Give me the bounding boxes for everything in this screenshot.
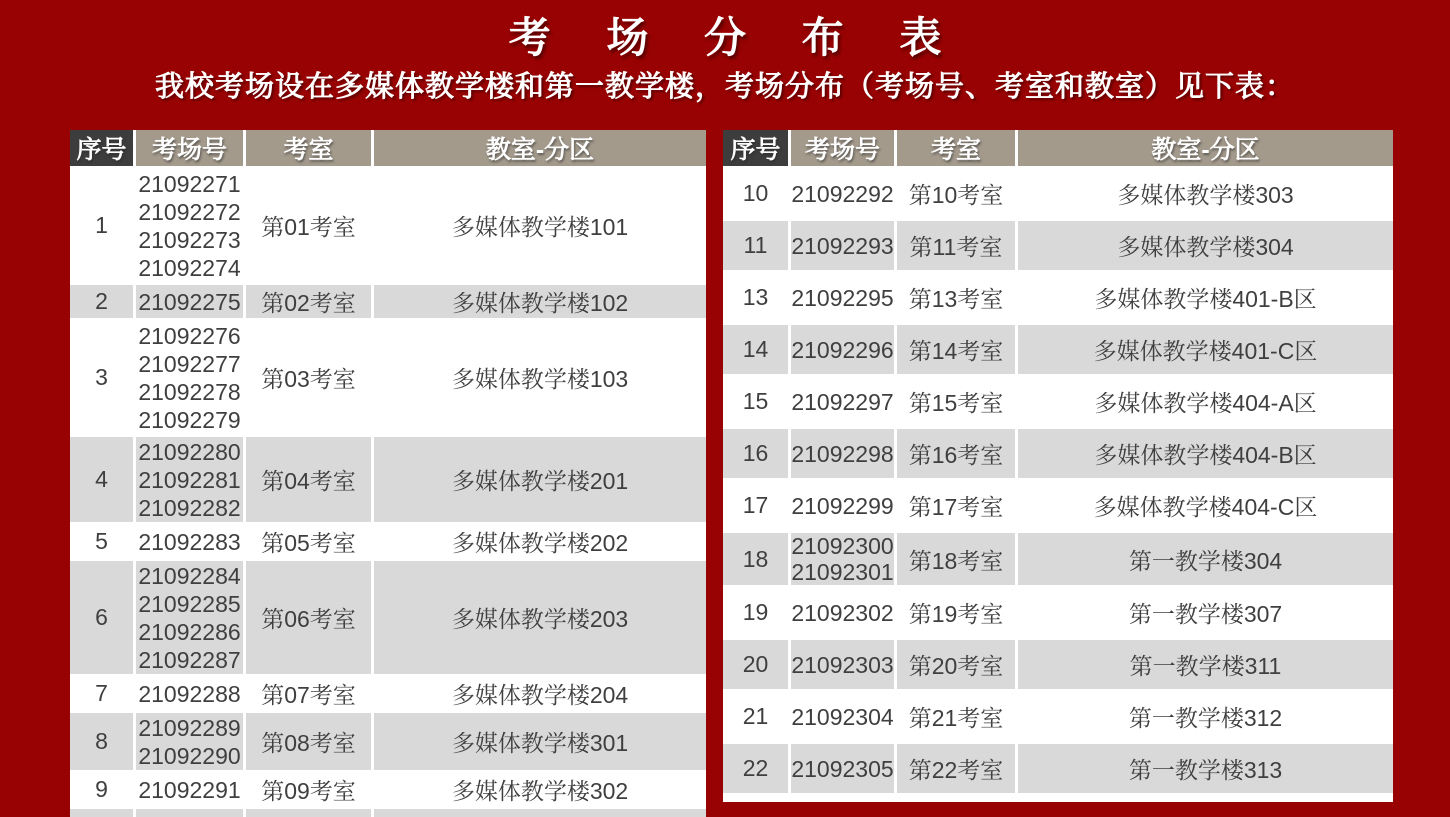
seq-cell: 15 [723,377,791,429]
left-exam-table [70,130,706,817]
room-cell: 第15考室 [897,377,1018,429]
partial-cell [897,796,1018,802]
exam-number: 21092297 [791,388,894,415]
partial-cell [374,809,706,817]
classroom-cell: 多媒体教学楼204 [374,677,706,713]
classroom-cell: 多媒体教学楼404-A区 [1018,377,1393,429]
exam-number-cell [136,285,246,321]
exam-number: 21092280 [138,438,241,465]
exam-number-cell [136,169,246,285]
table-row [723,588,1393,640]
exam-number-cell [791,744,897,796]
seq-cell: 20 [723,640,791,692]
seq-cell: 13 [723,273,791,325]
table-row [70,525,706,561]
seq-cell: 21 [723,692,791,744]
exam-number: 21092286 [138,618,241,645]
table-row [723,377,1393,429]
exam-number-cell [791,169,897,221]
classroom-cell: 多媒体教学楼401-B区 [1018,273,1393,325]
exam-number-cell [136,321,246,437]
seq-cell: 9 [70,773,136,809]
seq-cell: 17 [723,481,791,533]
column-header: 序号 [70,130,136,169]
exam-number: 21092285 [138,590,241,617]
seq-cell: 7 [70,677,136,713]
table-row [70,437,706,525]
room-cell: 第16考室 [897,429,1018,481]
header-row [70,130,706,169]
exam-number-cell [791,533,897,588]
partial-cell [70,809,136,817]
exam-number-cell [791,640,897,692]
room-cell: 第19考室 [897,588,1018,640]
table-row [70,677,706,713]
exam-number: 21092304 [791,703,894,730]
classroom-cell: 多媒体教学楼404-C区 [1018,481,1393,533]
table-row [723,533,1393,588]
exam-number: 21092300 [791,533,894,559]
exam-number: 21092295 [791,284,894,311]
exam-number: 21092278 [138,378,241,405]
exam-number-cell [791,692,897,744]
exam-number: 21092276 [138,322,241,349]
partial-row [723,796,1393,802]
room-cell: 第20考室 [897,640,1018,692]
column-header: 考场号 [136,130,246,169]
room-cell: 第06考室 [246,561,374,677]
exam-number-cell [136,713,246,773]
column-header: 考场号 [791,130,897,169]
classroom-cell: 多媒体教学楼301 [374,713,706,773]
exam-number: 21092284 [138,562,241,589]
table-row [70,773,706,809]
classroom-cell: 多媒体教学楼102 [374,285,706,321]
seq-cell: 1 [70,169,136,285]
exam-number-cell [791,588,897,640]
seq-cell: 14 [723,325,791,377]
seq-cell: 11 [723,221,791,273]
exam-number: 21092282 [138,494,241,521]
exam-number: 21092290 [138,742,241,769]
classroom-cell: 多媒体教学楼302 [374,773,706,809]
exam-number-cell [791,273,897,325]
seq-cell: 4 [70,437,136,525]
room-cell: 第02考室 [246,285,374,321]
classroom-cell: 第一教学楼313 [1018,744,1393,796]
page-header [0,0,1450,106]
classroom-cell: 第一教学楼312 [1018,692,1393,744]
column-header: 教室-分区 [1018,130,1393,169]
exam-number: 21092277 [138,350,241,377]
exam-number: 21092293 [791,232,894,259]
table-row [70,321,706,437]
classroom-cell: 多媒体教学楼101 [374,169,706,285]
exam-number-cell [791,325,897,377]
table-row [723,640,1393,692]
exam-number-cell [791,377,897,429]
room-cell: 第22考室 [897,744,1018,796]
room-cell: 第11考室 [897,221,1018,273]
partial-cell [1018,796,1393,802]
room-cell: 第18考室 [897,533,1018,588]
right-exam-table [723,130,1393,802]
classroom-cell: 多媒体教学楼202 [374,525,706,561]
classroom-cell: 多媒体教学楼103 [374,321,706,437]
table-row [723,429,1393,481]
exam-table [723,130,1393,802]
exam-number: 21092271 [138,170,241,197]
room-cell: 第07考室 [246,677,374,713]
exam-number: 21092274 [138,254,241,281]
exam-number-cell [136,525,246,561]
page-subtitle: 我校考场设在多媒体教学楼和第一教学楼，考场分布（考场号、考室和教室）见下表： [154,71,1295,103]
column-header: 考室 [897,130,1018,169]
classroom-cell: 第一教学楼304 [1018,533,1393,588]
seq-cell: 10 [723,169,791,221]
table-row [723,273,1393,325]
exam-number-cell [791,481,897,533]
table-row [723,325,1393,377]
table-row [723,169,1393,221]
partial-cell [136,809,246,817]
table-row [723,692,1393,744]
room-cell: 第14考室 [897,325,1018,377]
seq-cell: 5 [70,525,136,561]
table-row [70,713,706,773]
room-cell: 第01考室 [246,169,374,285]
seq-cell: 8 [70,713,136,773]
header-row [723,130,1393,169]
exam-number: 21092305 [791,755,894,782]
exam-number: 21092281 [138,466,241,493]
classroom-cell: 多媒体教学楼303 [1018,169,1393,221]
exam-number: 21092301 [791,559,894,585]
partial-cell [791,796,897,802]
classroom-cell: 第一教学楼311 [1018,640,1393,692]
table-row [70,285,706,321]
exam-number: 21092273 [138,226,241,253]
seq-cell: 3 [70,321,136,437]
column-header: 序号 [723,130,791,169]
exam-number: 21092303 [791,651,894,678]
exam-number: 21092292 [791,180,894,207]
seq-cell: 6 [70,561,136,677]
exam-number: 21092288 [138,680,241,707]
exam-number-cell [791,429,897,481]
classroom-cell: 多媒体教学楼201 [374,437,706,525]
seq-cell: 2 [70,285,136,321]
room-cell: 第17考室 [897,481,1018,533]
classroom-cell: 多媒体教学楼401-C区 [1018,325,1393,377]
room-cell: 第04考室 [246,437,374,525]
seq-cell: 22 [723,744,791,796]
partial-row [70,809,706,817]
room-cell: 第13考室 [897,273,1018,325]
exam-number: 21092296 [791,336,894,363]
table-row [70,561,706,677]
partial-cell [246,809,374,817]
exam-number: 21092302 [791,599,894,626]
room-cell: 第21考室 [897,692,1018,744]
classroom-cell: 多媒体教学楼304 [1018,221,1393,273]
room-cell: 第10考室 [897,169,1018,221]
exam-number: 21092298 [791,440,894,467]
table-row [723,221,1393,273]
exam-number-cell [136,677,246,713]
table-row [723,744,1393,796]
exam-number: 21092279 [138,406,241,433]
exam-table [70,130,706,817]
room-cell: 第09考室 [246,773,374,809]
room-cell: 第08考室 [246,713,374,773]
room-cell: 第03考室 [246,321,374,437]
exam-number: 21092289 [138,714,241,741]
classroom-cell: 多媒体教学楼203 [374,561,706,677]
seq-cell: 19 [723,588,791,640]
table-row [723,481,1393,533]
exam-number: 21092283 [138,528,241,555]
exam-number-cell [136,437,246,525]
room-cell: 第05考室 [246,525,374,561]
classroom-cell: 多媒体教学楼404-B区 [1018,429,1393,481]
column-header: 教室-分区 [374,130,706,169]
classroom-cell: 第一教学楼307 [1018,588,1393,640]
exam-number-cell [791,221,897,273]
exam-number: 21092275 [138,288,241,315]
exam-number-cell [136,561,246,677]
page-title: 考 场 分 布 表 [508,14,964,61]
exam-number-cell [136,773,246,809]
exam-number: 21092287 [138,646,241,673]
exam-number: 21092272 [138,198,241,225]
exam-number: 21092291 [138,776,241,803]
partial-cell [723,796,791,802]
column-header: 考室 [246,130,374,169]
seq-cell: 16 [723,429,791,481]
seq-cell: 18 [723,533,791,588]
exam-number: 21092299 [791,492,894,519]
table-row [70,169,706,285]
